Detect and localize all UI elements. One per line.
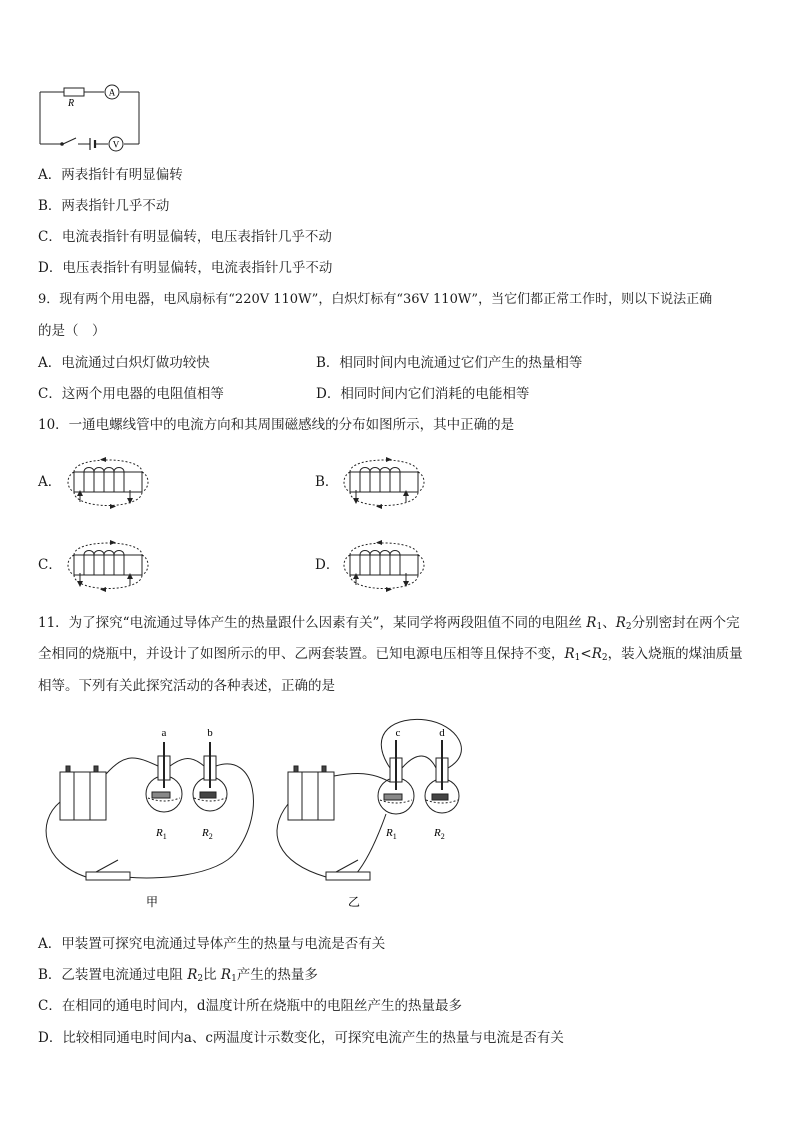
q10-label-a: A．: [38, 474, 62, 490]
solenoid-figure-a: [60, 452, 156, 516]
q11-r1-subscript-2: 1: [574, 653, 581, 663]
q9-stem-line2: 的是（ ）: [38, 323, 106, 339]
q8-circuit-diagram: [34, 80, 146, 152]
q8-option-d: D．电压表指针有明显偏转，电流表指针几乎不动: [38, 260, 333, 276]
label-d: d: [439, 727, 445, 739]
q11-option-b-r2-sub: 2: [197, 974, 204, 984]
q11-option-c: C．在相同的通电时间内，d温度计所在烧瓶中的电阻丝产生的热量最多: [38, 998, 462, 1014]
q11-r2-subscript-2: 2: [601, 653, 608, 663]
label-r2-left: [201, 827, 213, 841]
ammeter-label: A: [108, 87, 116, 98]
q11-option-b-r1-sub: 1: [231, 974, 237, 984]
q11-stem-line1-text: 11．为了探究“电流通过导体产生的热量跟什么因素有关”，某同学将两段阻值不同的电阻丝: [38, 615, 587, 631]
q11-r1-symbol: R: [586, 615, 597, 631]
caption-jia: 甲: [145, 895, 159, 909]
label-r2-right-letter: R: [434, 827, 441, 839]
label-r1-right-letter: R: [386, 827, 393, 839]
switch-symbol: [63, 138, 76, 144]
battery-pack-left: [60, 772, 106, 820]
q11-stem-line1: [38, 614, 740, 636]
q10-label-c: C．: [38, 557, 62, 573]
q8-option-b: B．两表指针几乎不动: [38, 198, 170, 214]
q11-stem-line3: 相等。下列有关此探究活动的各种表述，正确的是: [38, 678, 335, 694]
q11-option-d: D．比较相同通电时间内a、c两温度计示数变化，可探究电流产生的热量与电流是否有关: [38, 1030, 564, 1046]
q11-option-b: [38, 966, 318, 988]
voltmeter-label: V: [112, 139, 120, 150]
q10-stem: 10．一通电螺线管中的电流方向和其周围磁感线的分布如图所示，其中正确的是: [38, 417, 515, 433]
q11-stem-line1-tail: 分别密封在两个完: [631, 615, 740, 631]
q11-stem-line2: [38, 645, 743, 667]
q8-option-a: A．两表指针有明显偏转: [38, 167, 183, 183]
q11-apparatus-figure: [36, 712, 476, 912]
q9-option-d: D．相同时间内它们消耗的电能相等: [316, 386, 530, 402]
q8-option-c: C．电流表指针有明显偏转，电压表指针几乎不动: [38, 229, 332, 245]
q11-less-than: <: [580, 646, 592, 662]
q11-r1-subscript: 1: [596, 622, 603, 632]
label-c: c: [395, 727, 401, 739]
label-r2-right: [433, 827, 445, 841]
solenoid-figure-c: [60, 535, 156, 599]
label-r1-right: [385, 827, 397, 841]
caption-yi: 乙: [347, 895, 361, 909]
resistor-symbol: [64, 88, 84, 96]
q11-option-b-part3: 产生的热量多: [236, 967, 318, 983]
q11-option-b-r2: R: [187, 967, 198, 983]
q9-option-c: C．这两个用电器的电阻值相等: [38, 386, 224, 402]
label-b: b: [207, 727, 213, 739]
label-r2-left-letter: R: [202, 827, 209, 839]
q10-label-b: B．: [315, 474, 339, 490]
label-r2-left-sub: 2: [208, 832, 213, 841]
q11-option-a: A．甲装置可探究电流通过导体产生的热量与电流是否有关: [38, 936, 386, 952]
label-r1-left-letter: R: [156, 827, 163, 839]
q9-stem-line1: 9．现有两个用电器，电风扇标有“220V 110W”，白炽灯标有“36V 110W”，当它们都正常工作时，则以下说法正确: [38, 292, 713, 307]
label-r1-left: [155, 827, 167, 841]
q11-r2-subscript: 2: [625, 622, 632, 632]
q11-r1-symbol-2: R: [564, 646, 575, 662]
q11-r2-symbol-2: R: [591, 646, 602, 662]
label-r1-right-sub: 1: [392, 832, 397, 841]
q11-option-b-part2: 比: [203, 967, 221, 983]
q10-label-d: D．: [315, 557, 340, 573]
q9-option-a: A．电流通过白炽灯做功较快: [38, 355, 210, 371]
battery-pack-right: [288, 772, 334, 820]
label-a: a: [161, 727, 167, 739]
solenoid-figure-d: [336, 535, 432, 599]
label-r2-right-sub: 2: [440, 832, 445, 841]
q11-stem-line2-text: 全相同的烧瓶中，并设计了如图所示的甲、乙两套装置。已知电源电压相等且保持不变，: [38, 646, 565, 662]
q11-r2-symbol: R: [615, 615, 626, 631]
solenoid-figure-b: [336, 452, 432, 516]
switch-right: [326, 872, 370, 880]
q11-option-b-part1: B．乙装置电流通过电阻: [38, 967, 188, 983]
q11-separator: 、: [602, 615, 616, 631]
q11-stem-line2-tail: ，装入烧瓶的煤油质量: [607, 646, 743, 662]
q9-option-b: B．相同时间内电流通过它们产生的热量相等: [316, 355, 583, 371]
switch-left: [86, 872, 130, 880]
resistor-label: R: [68, 98, 75, 109]
label-r1-left-sub: 1: [162, 832, 167, 841]
q11-option-b-r1: R: [220, 967, 232, 983]
